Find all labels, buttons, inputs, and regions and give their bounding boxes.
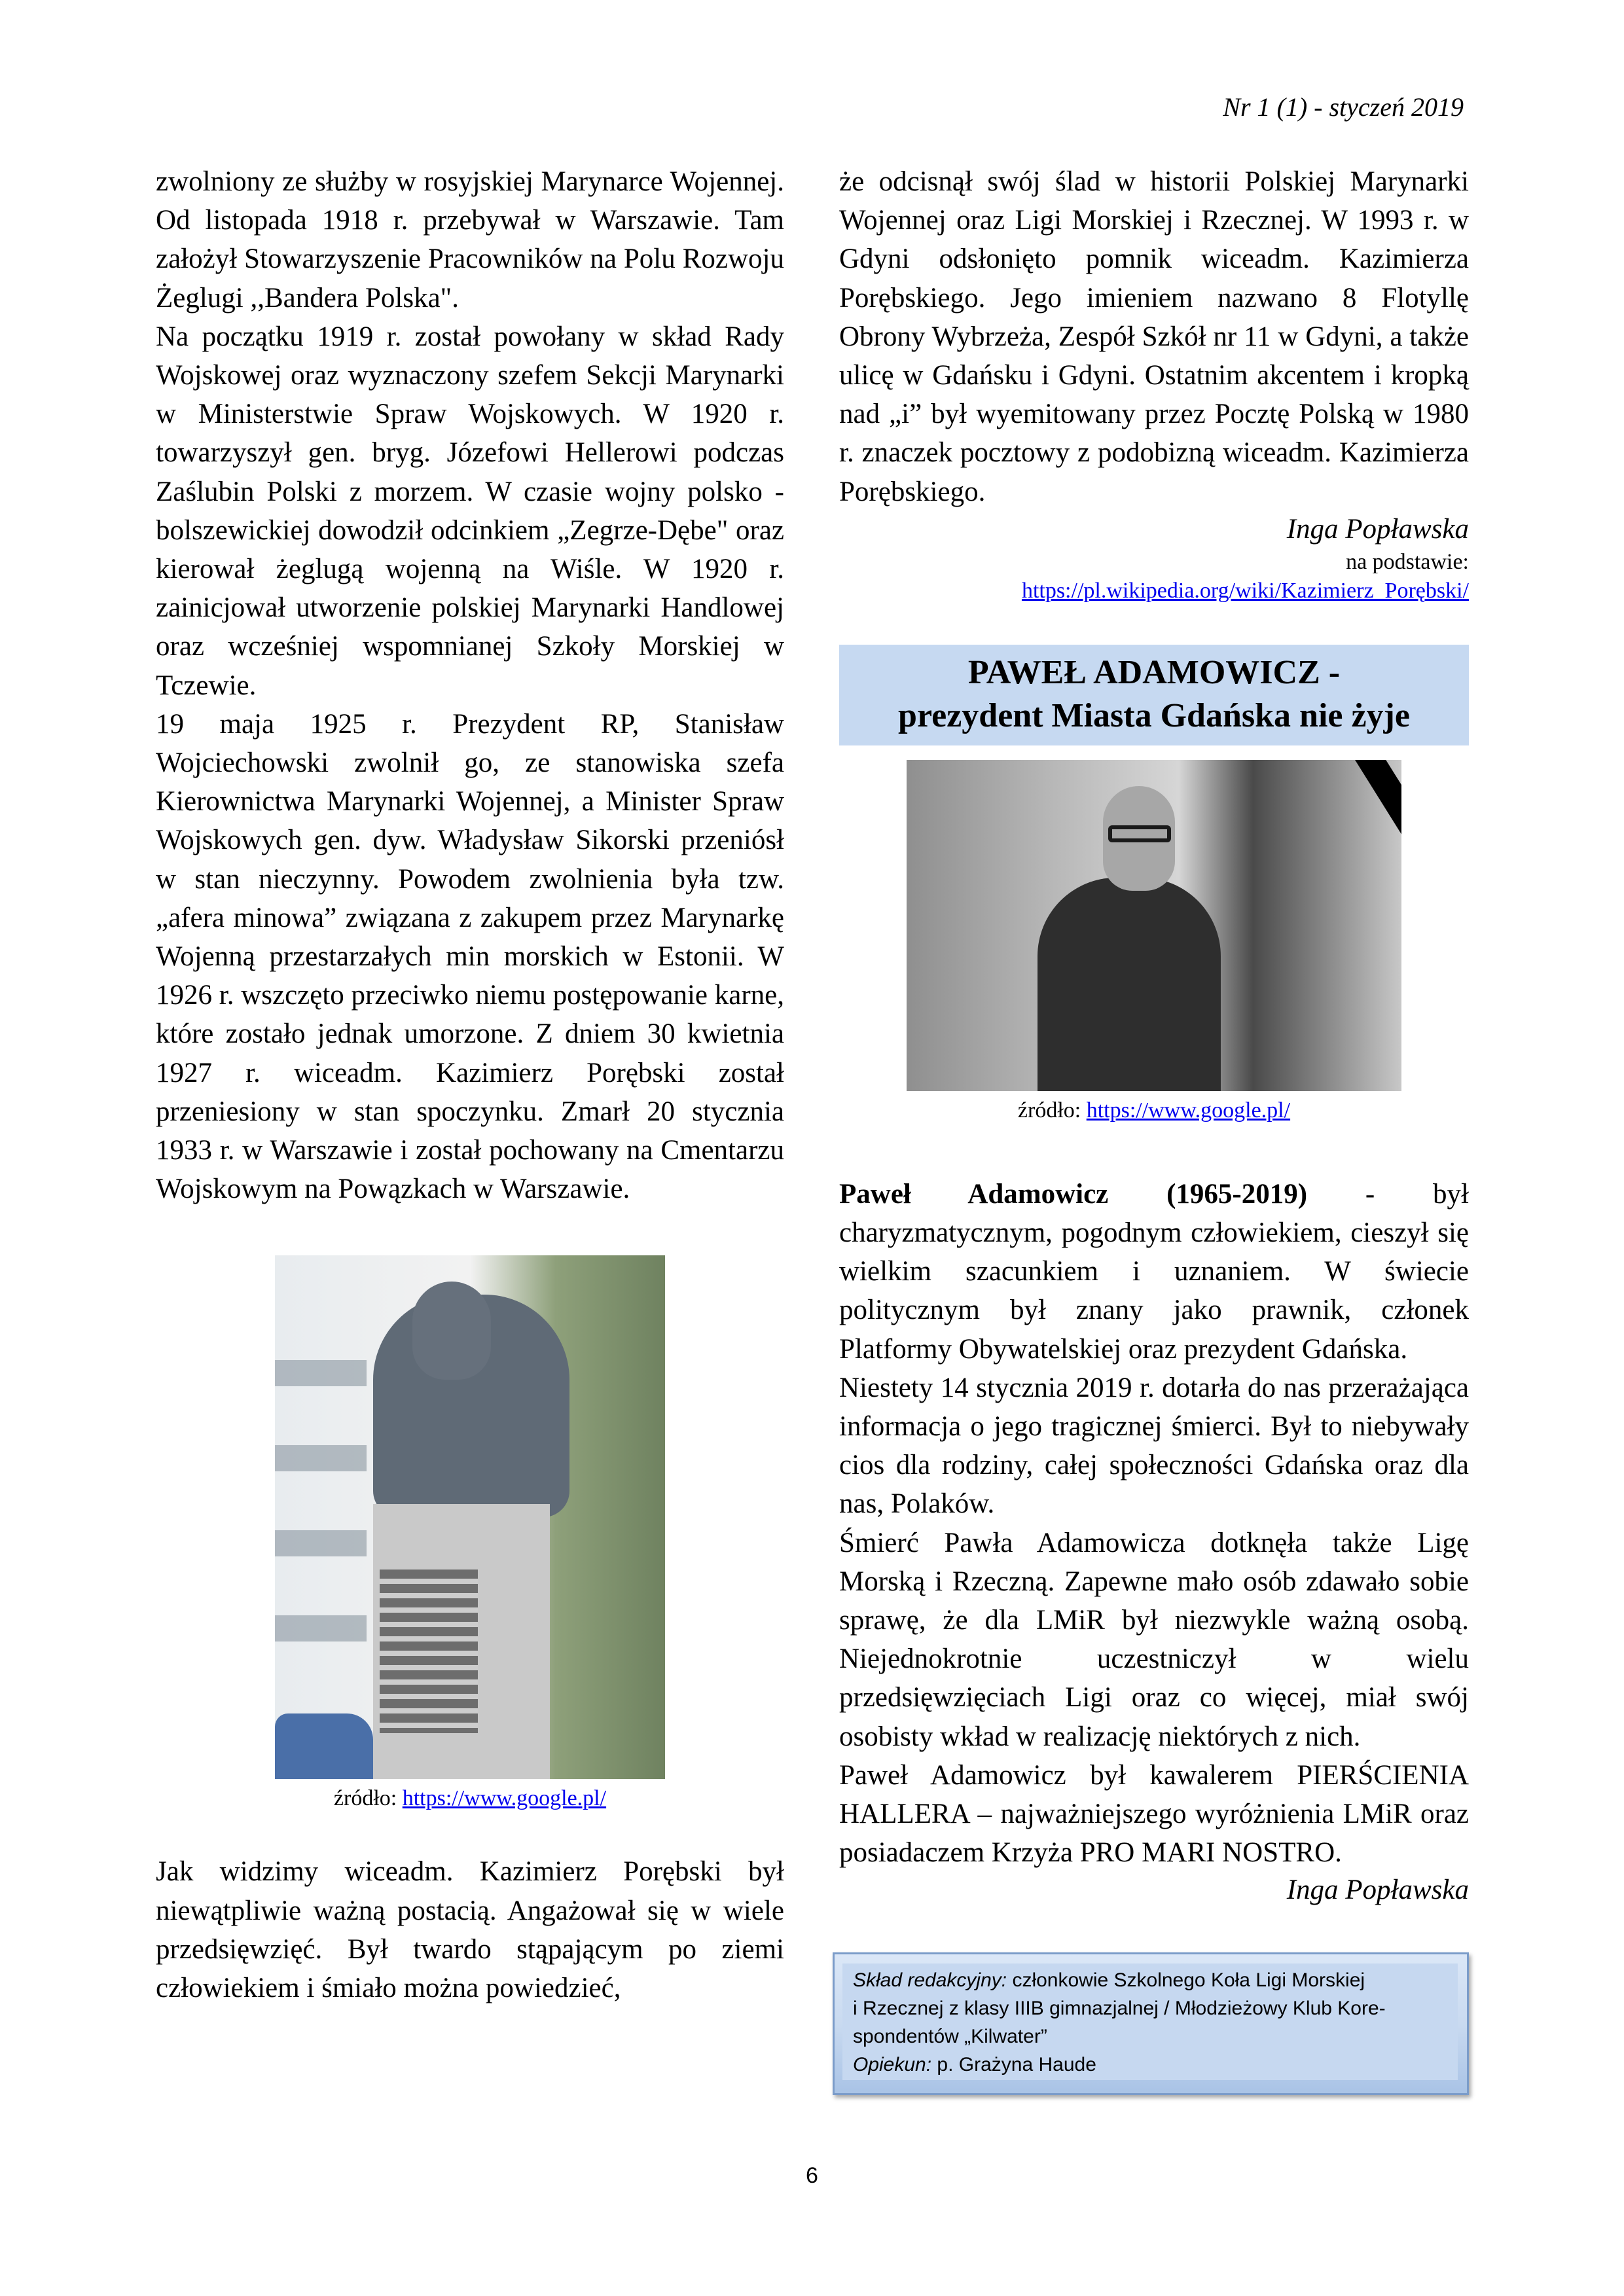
page-number: 6 [806,2163,818,2188]
caption-source-link[interactable]: https://www.google.pl/ [1086,1098,1291,1122]
editorial-text [842,1964,1458,2080]
plaque-shape [380,1570,478,1733]
lead-text: - był charyzmatycznym, pogodnym człowiekiem, cieszył się wielkim szacunkiem i uznaniem. W świecie politycznym był znany jako prawnik, członek Platformy Obywatelskiej oraz prezydent Gdańska. [839,1178,1469,1365]
editorial-line [853,1966,1458,1994]
editorial-line [853,2051,1458,2079]
statue-photo [275,1255,665,1779]
caption-source-link[interactable]: https://www.google.pl/ [402,1786,607,1811]
paragraph: Niestety 14 stycznia 2019 r. dotarła do nas przerażająca informacja o jego tragicznej śmierci. Był to niebywały cios dla rodziny, całej społeczności Gdańska oraz dla nas, Polaków. [839,1372,1469,1520]
bust-head-shape [412,1282,491,1380]
left-article-text [156,162,784,1208]
paragraph: Śmierć Pawła Adamowicza dotknęła także Ligę Morską i Rzeczną. Zapewne mało osób zdawało sobie sprawę, że dla LMiR był niezwykle ważną osobą. Niejednokrotnie uczestniczył w wielu przedsięwzięciach Ligi oraz co więcej, miał swój osobisty wkład w realizację niektórych z nich. [839,1527,1469,1752]
paragraph: 19 maja 1925 r. Prezydent RP, Stanisław Wojciechowski zwolnił go, ze stanowiska szefa Kierownictwa Marynarki Wojennej, a Minister Spraw Wojskowych gen. dyw. Władysław Sikorski przeniósł w stan nieczynny. Powodem zwolnienia była tzw. „afera minowa” związana z zakupem przez Marynarkę Wojenną przestarzałych min morskich w Estonii. W 1926 r. wszczęto przeciwko niemu postępowanie karne, które zostało jednak umorzone. Z dniem 30 kwietnia 1927 r. wiceadm. Kazimierz Porębski został przeniesiony w stan spoczynku. Zmarł 20 stycznia 1933 r. w Warszawie i został pochowany na Cmentarzu Wojskowym na Powązkach w Warszawie. [156,708,785,1205]
caption-label: źródło: [333,1786,397,1811]
author-signature: Inga Popławska [1286,1874,1469,1906]
lead-paragraph [839,1175,1469,1369]
building-windows [275,1301,367,1668]
statue-photo-caption [156,1783,784,1814]
lead-name: Paweł Adamowicz (1965-2019) [839,1178,1308,1210]
mourning-ribbon-icon [1339,760,1401,911]
paragraph: zwolniony ze służby w rosyjskiej Marynarce Wojennej. Od listopada 1918 r. przebywał w Warszawie. Tam założył Stowarzyszenie Pracowników na Polu Rozwoju Żeglugi ,,Bandera Polska". [156,166,784,314]
team-text: członkowie Szkolnego Koła Ligi Morskiej [1007,1969,1365,1991]
continuation-text: że odcisnął swój ślad w historii Polskiej Marynarki Wojennej oraz Ligi Morskiej i Rzecznej. W 1993 r. w Gdyni odsłonięto pomnik wiceadm. Kazimierza Porębskiego. Jego imieniem nazwano 8 Flotyllę Obrony Wybrzeża, Zespół Szkół nr 11 w Gdyni, a także ulicę w Gdańsku i Gdyni. Ostatnim akcentem i kropką nad „i” był wyemitowany przez Pocztę Polską w 1980 r. znaczek pocztowy z podobizną wiceadm. Kazimierza Porębskiego. [839,166,1469,507]
source-link-row [839,577,1469,605]
issue-header: Nr 1 (1) - styczeń 2019 [1223,92,1464,122]
right-column [839,162,1469,1909]
wikipedia-source-link[interactable]: https://pl.wikipedia.org/wiki/Kazimierz_Porębski/ [1021,578,1469,603]
portrait-photo-caption [839,1095,1469,1126]
article-headline [839,645,1469,745]
portrait-photo [907,760,1401,1091]
suit-shape [1038,878,1221,1091]
editorial-line: i Rzecznej z klasy IIIB gimnazjalnej / Młodzieżowy Klub Kore- [853,1998,1386,2019]
editorial-box [833,1952,1469,2095]
car-shape [275,1713,373,1779]
paragraph: Paweł Adamowicz był kawalerem PIERŚCIENIA HALLERA – najważniejszego wyróżnienia LMiR oraz posiadaczem Krzyża PRO MARI NOSTRO. [839,1759,1469,1869]
editorial-line: spondentów „Kilwater” [853,2026,1047,2047]
glasses-shape [1108,825,1171,842]
closing-paragraph: Jak widzimy wiceadm. Kazimierz Porębski był niewątpliwie ważną postacią. Angażował się w wiele przedsięwzięć. Był twardo stąpającym po ziemi człowiekiem i śmiało można powiedzieć, [156,1856,784,2004]
supervisor-name: p. Grażyna Haude [931,2054,1096,2075]
paragraph: Na początku 1919 r. został powołany w skład Rady Wojskowej oraz wyznaczony szefem Sekcji Marynarki w Ministerstwie Spraw Wojskowych. W 1920 r. towarzyszył gen. bryg. Józefowi Hellerowi podczas Zaślubin Polski z morzem. W czasie wojny polsko - bolszewickiej dowodził odcinkiem „Zegrze-Dębe" oraz kierował żeglugą wojenną na Wiśle. W 1920 r. zainicjował utworzenie polskiej Marynarki Handlowej oraz wcześniej wspomnianej Szkoły Morskiej w Tczewie. [156,321,784,701]
left-column [156,162,784,2007]
caption-label: źródło: [1017,1098,1081,1122]
supervisor-label: Opiekun: [853,2054,932,2075]
source-label: na podstawie: [1346,549,1469,574]
adamowicz-article [839,1175,1469,1873]
team-label: Skład redakcyjny: [853,1969,1007,1991]
headline-line-1: PAWEŁ ADAMOWICZ - [967,653,1341,691]
author-signature: Inga Popławska [1286,513,1469,545]
headline-line-2: prezydent Miasta Gdańska nie żyje [898,696,1410,734]
